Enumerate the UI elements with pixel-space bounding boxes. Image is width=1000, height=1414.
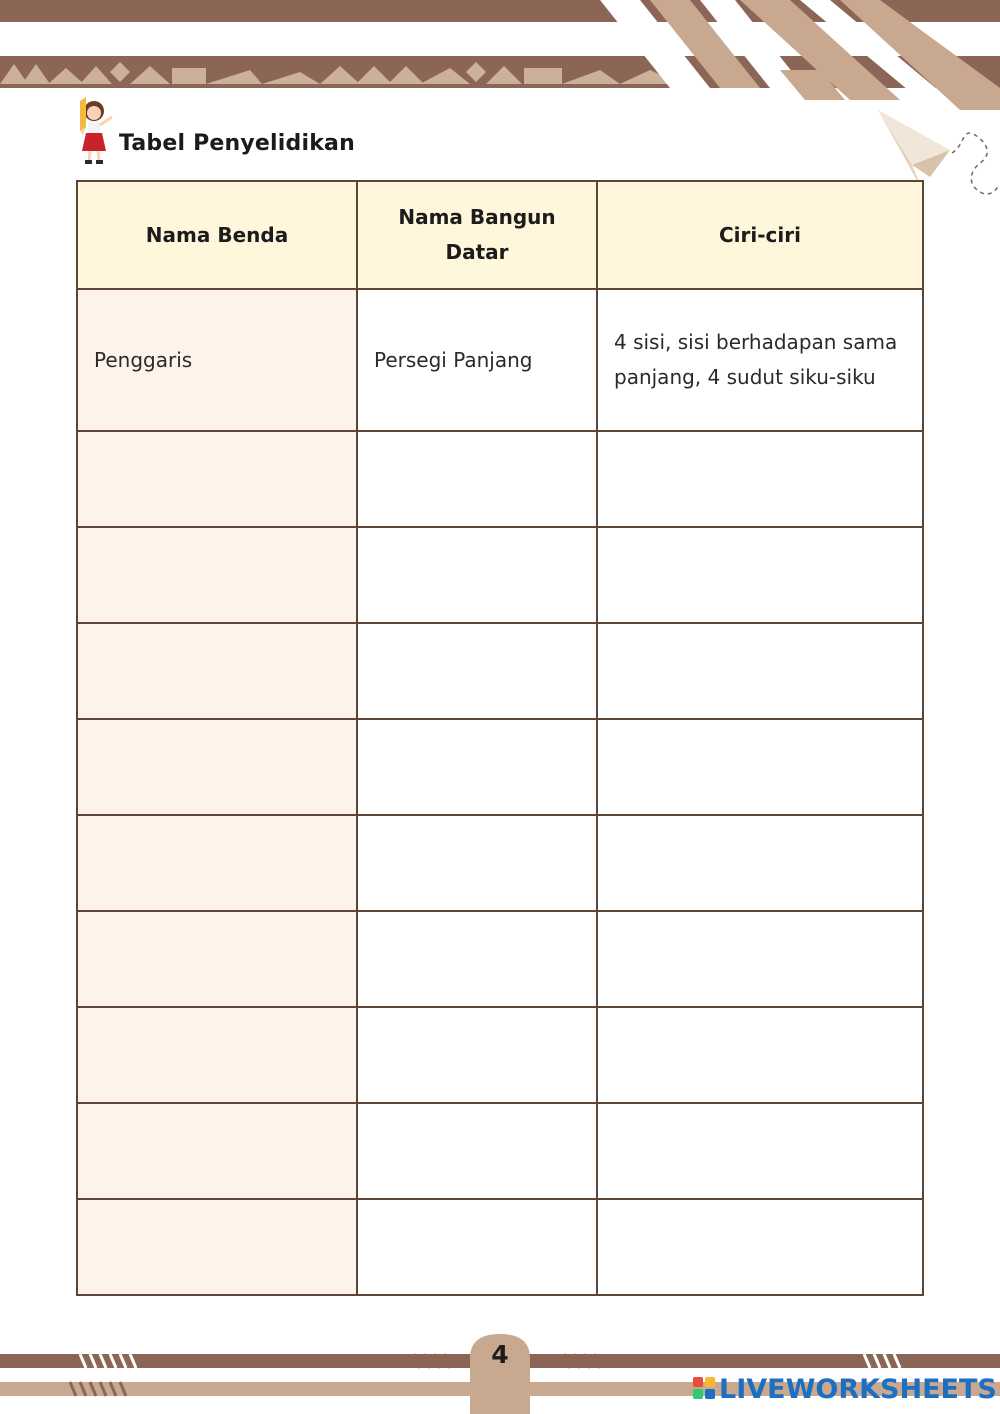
cell-ciri-ciri[interactable]: [597, 911, 923, 1007]
cell-nama-benda[interactable]: [77, 431, 357, 527]
cell-nama-benda[interactable]: [77, 1199, 357, 1295]
cell-nama-bangun-datar[interactable]: [357, 1103, 597, 1199]
cell-nama-benda[interactable]: [77, 719, 357, 815]
cell-nama-bangun-datar[interactable]: [357, 431, 597, 527]
table-row: [77, 431, 923, 527]
cell-nama-benda[interactable]: [77, 1103, 357, 1199]
cell-nama-bangun-datar[interactable]: [357, 527, 597, 623]
cell-nama-bangun-datar[interactable]: [357, 1007, 597, 1103]
cell-ciri-ciri[interactable]: [597, 527, 923, 623]
column-header-nama-benda: Nama Benda: [77, 181, 357, 289]
watermark-text: LIVEWORKSHEETS: [719, 1373, 997, 1405]
cell-nama-bangun-datar[interactable]: [357, 719, 597, 815]
cell-nama-bangun-datar[interactable]: [357, 623, 597, 719]
page-title: Tabel Penyelidikan: [119, 131, 355, 156]
cell-nama-benda[interactable]: [77, 815, 357, 911]
table-row: [77, 1007, 923, 1103]
cell-nama-bangun-datar[interactable]: Persegi Panjang: [357, 289, 597, 431]
cell-ciri-ciri[interactable]: [597, 623, 923, 719]
cell-ciri-ciri[interactable]: [597, 1103, 923, 1199]
cell-ciri-ciri[interactable]: 4 sisi, sisi berhadapan sama panjang, 4 sudut siku-siku: [597, 289, 923, 431]
table-row: [77, 815, 923, 911]
cell-nama-benda[interactable]: [77, 911, 357, 1007]
table-row: [77, 719, 923, 815]
cell-ciri-ciri[interactable]: [597, 719, 923, 815]
table-row: [77, 911, 923, 1007]
cell-nama-benda[interactable]: [77, 527, 357, 623]
investigation-table: [76, 180, 924, 1296]
table-header-row: [77, 181, 923, 289]
cell-nama-bangun-datar[interactable]: [357, 815, 597, 911]
table-row: [77, 623, 923, 719]
liveworksheets-logo-icon: [693, 1377, 717, 1401]
cell-ciri-ciri[interactable]: [597, 815, 923, 911]
cell-nama-benda[interactable]: Penggaris: [77, 289, 357, 431]
table-row: [77, 1103, 923, 1199]
cell-nama-bangun-datar[interactable]: [357, 911, 597, 1007]
page-number: 4: [491, 1340, 509, 1369]
girl-with-pencil-icon: [72, 97, 122, 165]
table-row: [77, 527, 923, 623]
column-header-nama-bangun-datar: Nama Bangun Datar: [357, 181, 597, 289]
cell-ciri-ciri[interactable]: [597, 1199, 923, 1295]
column-header-ciri-ciri: Ciri-ciri: [597, 181, 923, 289]
top-decorative-border: [0, 0, 1000, 110]
liveworksheets-watermark: [693, 1371, 997, 1407]
cell-nama-bangun-datar[interactable]: [357, 1199, 597, 1295]
table-row: [77, 1199, 923, 1295]
cell-nama-benda[interactable]: [77, 623, 357, 719]
cell-nama-benda[interactable]: [77, 1007, 357, 1103]
cell-ciri-ciri[interactable]: [597, 1007, 923, 1103]
cell-ciri-ciri[interactable]: [597, 431, 923, 527]
table-row: [77, 289, 923, 431]
